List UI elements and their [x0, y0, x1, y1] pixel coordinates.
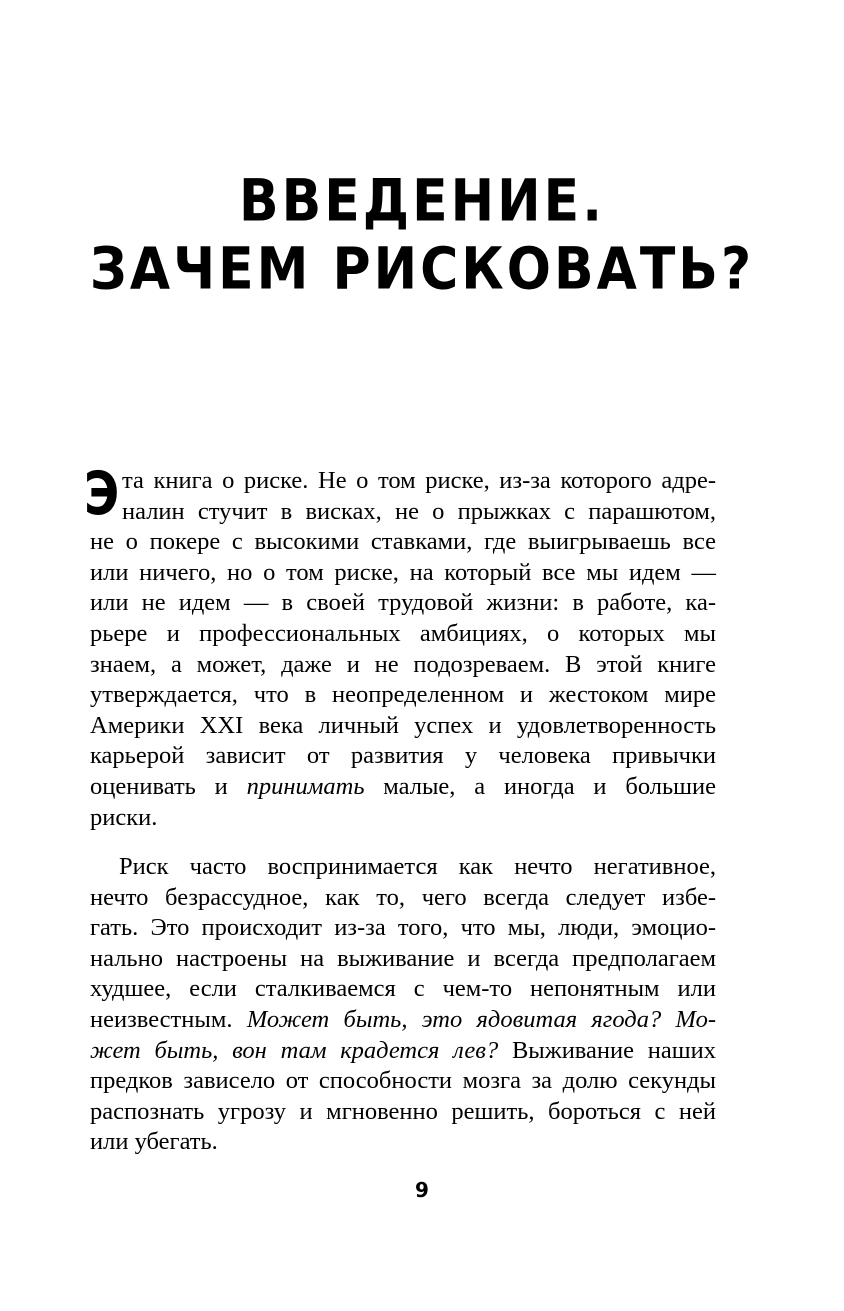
paragraph-1-line: та книга о риске. Не о том риске, из-за которого адре- [122, 467, 716, 494]
paragraph-1-line: карьерой зависит от развития у человека привычки [90, 742, 716, 770]
paragraph-2-line: гать. Это происходит из-за того, что мы, люди, эмоцио- [90, 914, 716, 942]
emphasis-text: жет быть, вон там крадется лев? [90, 1036, 499, 1064]
emphasis-text: Может быть, это ядовитая ягода? Мо- [246, 1005, 716, 1033]
text-run: Выживание наших [498, 1036, 716, 1064]
paragraph-1-line: рьере и профессиональных амбициях, о которых мы [90, 619, 716, 647]
paragraph-1 [90, 466, 716, 833]
paragraph-2-line [90, 1005, 716, 1036]
paragraph-1-line: утверждается, что в неопределенном и жестоком мире [90, 681, 716, 709]
chapter-title-line-1: ВВЕДЕНИЕ. [239, 168, 605, 236]
page-number: 9 [415, 1178, 429, 1202]
paragraph-1-line: риски. [90, 803, 158, 831]
paragraph-2-line: распознать угрозу и мгновенно решить, бороться с ней [90, 1097, 716, 1125]
paragraph-2-line: нечто безрассудное, как то, чего всегда следует избе- [90, 883, 716, 911]
paragraph-1-line: Америки XXI века личный успех и удовлетворенность [90, 711, 716, 739]
paragraph-2-line: или убегать. [90, 1128, 218, 1156]
text-run: оценивать и [90, 772, 247, 800]
paragraph-2-line: Риск часто воспринимается как нечто негативное, [119, 853, 716, 880]
paragraph-1-line: знаем, а может, даже и не подозреваем. В этой книге [90, 650, 716, 678]
emphasis-text: принимать [246, 772, 365, 800]
paragraph-2-line: предков зависело от способности мозга за долю секунды [90, 1067, 716, 1095]
paragraph-2-line: нально настроены на выживание и всегда предполагаем [90, 944, 716, 972]
chapter-title-line-2: ЗАЧЕМ РИСКОВАТЬ? [89, 236, 755, 304]
text-run: малые, а иногда и большие [364, 772, 716, 800]
paragraph-2-line [90, 1036, 716, 1067]
paragraph-1-line: или не идем — в своей трудовой жизни: в работе, ка- [90, 589, 716, 617]
paragraph-2-line: худшее, если сталкиваемся с чем-то непонятным или [90, 975, 716, 1003]
paragraph-1-line: налин стучит в висках, не о прыжках с парашютом, [122, 497, 716, 525]
text-run: неизвестным. [90, 1005, 247, 1033]
paragraph-2 [90, 852, 716, 1158]
paragraph-1-line: или ничего, но о том риске, на который все мы идем — [90, 558, 716, 586]
paragraph-1-line [90, 772, 716, 803]
paragraph-1-line: не о покере с высокими ставками, где выигрываешь все [90, 528, 716, 556]
drop-cap: Э [84, 459, 120, 529]
